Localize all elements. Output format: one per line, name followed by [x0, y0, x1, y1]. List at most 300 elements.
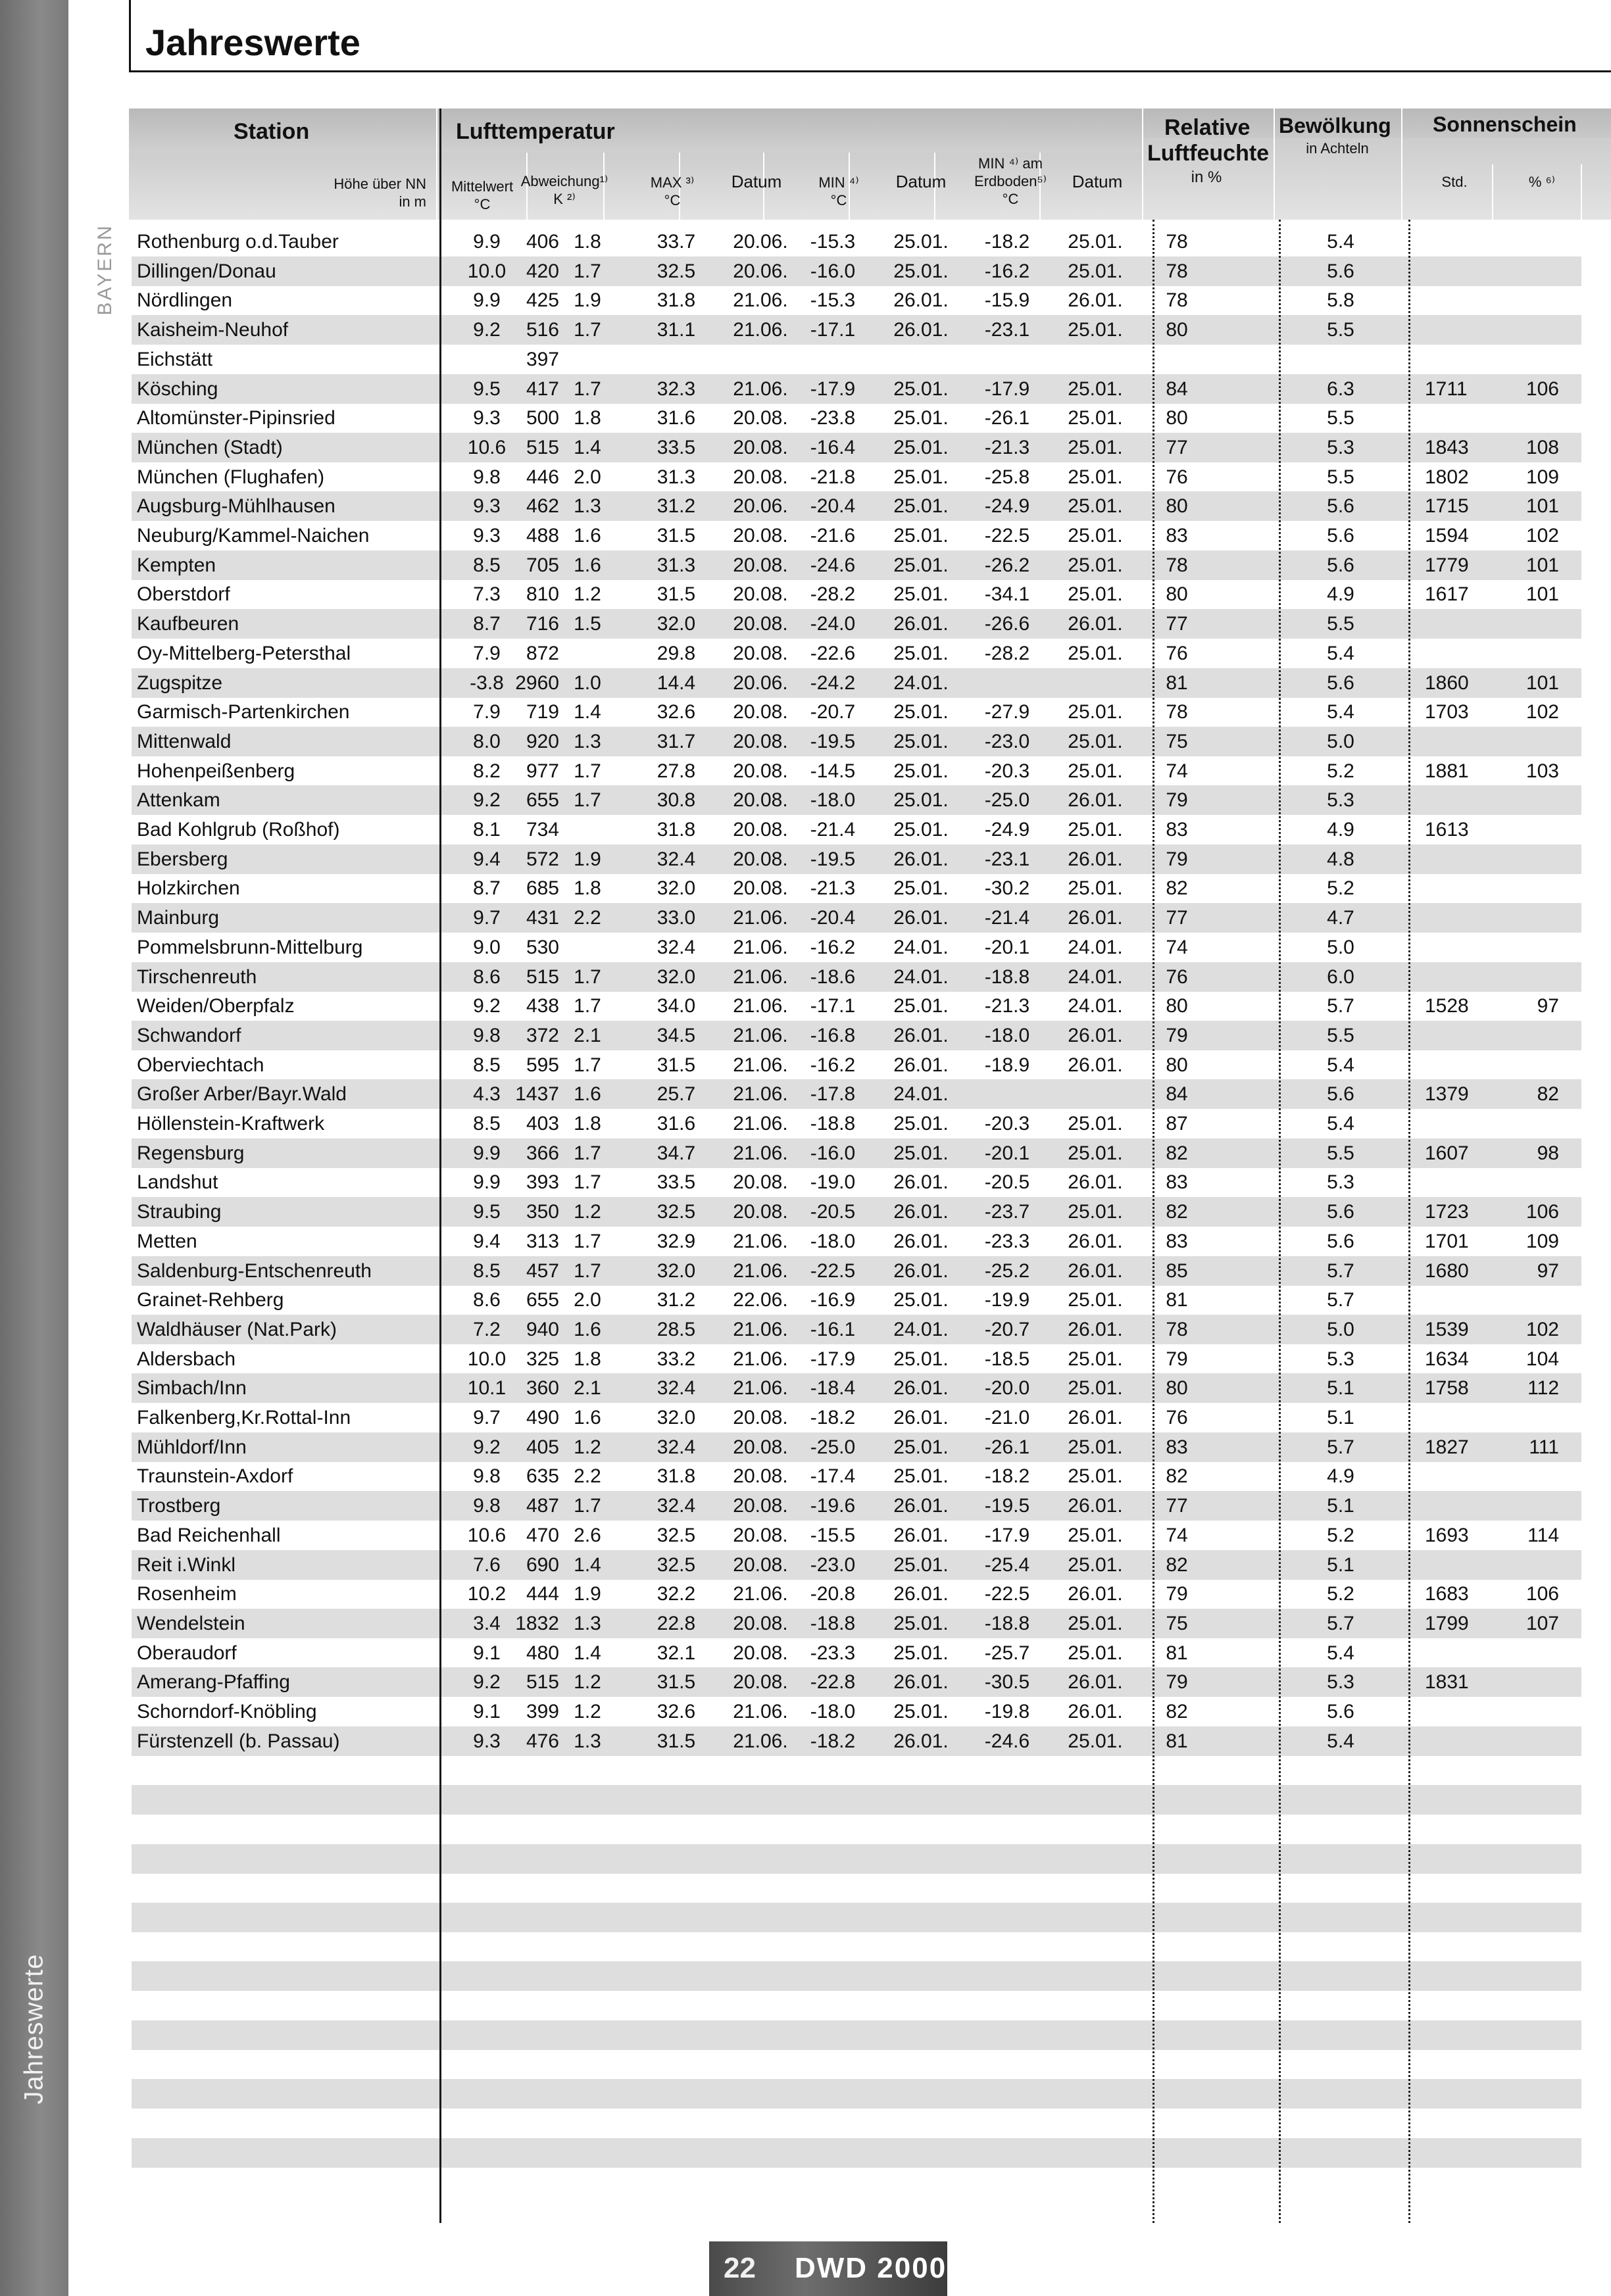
- cell-bewoelkung: 6.3: [1327, 378, 1354, 400]
- cell-feuchte: 76: [1166, 1407, 1188, 1429]
- cell-min: -24.6: [810, 554, 856, 576]
- cell-minerd-datum: 25.01.: [1068, 1612, 1123, 1634]
- cell-min-erdboden: -19.9: [984, 1289, 1030, 1311]
- cell-sonnenschein-prozent: [1513, 1021, 1559, 1050]
- cell-sonnenschein-prozent: [1513, 1667, 1559, 1697]
- cell-sonnenschein-std: 1881: [1425, 760, 1469, 782]
- cell-max-datum: 20.08.: [733, 525, 788, 547]
- table-row: [132, 1432, 1581, 1462]
- cell-abweichung: 1.5: [574, 613, 601, 635]
- cell-min-datum: 25.01.: [893, 1436, 949, 1458]
- cell-min-datum: 24.01.: [893, 1318, 949, 1340]
- cell-min-erdboden: -26.1: [984, 1436, 1030, 1458]
- cell-max: 32.5: [657, 1553, 696, 1576]
- cell-station-name: Nördlingen: [137, 289, 233, 312]
- cell-bewoelkung: 4.7: [1327, 907, 1354, 929]
- cell-station-name: Metten: [137, 1230, 197, 1252]
- cell-sonnenschein-prozent: [1513, 1638, 1559, 1668]
- header-station: Station: [234, 119, 310, 144]
- cell-min-erdboden: -18.5: [984, 1348, 1030, 1370]
- cell-bewoelkung: 5.6: [1327, 495, 1354, 518]
- table-row: [132, 374, 1581, 404]
- cell-station-name: Straubing: [137, 1201, 222, 1223]
- cell-max-datum: 21.06.: [733, 1113, 788, 1135]
- cell-feuchte: 83: [1166, 1230, 1188, 1252]
- cell-mittelwert: 8.6: [473, 965, 501, 988]
- cell-sonnenschein-prozent: [1513, 844, 1559, 874]
- cell-mittelwert: 4.3: [473, 1083, 501, 1106]
- cell-bewoelkung: 5.0: [1327, 1318, 1354, 1340]
- cell-min-erdboden: -18.9: [984, 1054, 1030, 1076]
- cell-max: 28.5: [657, 1318, 696, 1340]
- cell-station-name: Zugspitze: [137, 672, 223, 694]
- cell-min-erdboden: -23.7: [984, 1201, 1030, 1223]
- cell-station-name: Garmisch-Partenkirchen: [137, 701, 350, 723]
- cell-bewoelkung: 5.5: [1327, 319, 1354, 341]
- cell-min: -20.7: [810, 701, 856, 723]
- empty-row: [132, 1815, 1581, 1844]
- cell-abweichung: 1.7: [574, 1142, 601, 1164]
- cell-abweichung: 1.8: [574, 1348, 601, 1370]
- cell-hoehe: 438: [526, 995, 559, 1017]
- cell-mittelwert: 10.0: [467, 1348, 507, 1370]
- cell-max-datum: 21.06.: [733, 319, 788, 341]
- cell-hoehe: 457: [526, 1259, 559, 1282]
- cell-feuchte: 83: [1166, 525, 1188, 547]
- cell-feuchte: 79: [1166, 848, 1188, 870]
- cell-max: 31.1: [657, 319, 696, 341]
- cell-sonnenschein-prozent: 104: [1525, 1348, 1559, 1370]
- cell-min-erdboden: -26.6: [984, 613, 1030, 635]
- cell-max-datum: 20.08.: [733, 848, 788, 870]
- cell-feuchte: 79: [1166, 1671, 1188, 1694]
- cell-feuchte: 80: [1166, 319, 1188, 341]
- cell-max: 31.5: [657, 525, 696, 547]
- table-row: [132, 933, 1581, 962]
- cell-minerd-datum: 26.01.: [1068, 848, 1123, 870]
- cell-max-datum: 20.06.: [733, 231, 788, 253]
- cell-station-name: Weiden/Oberpfalz: [137, 995, 295, 1017]
- table-row: [132, 521, 1581, 550]
- cell-minerd-datum: 26.01.: [1068, 1230, 1123, 1252]
- cell-hoehe: 1832: [515, 1612, 559, 1634]
- cell-bewoelkung: 5.6: [1327, 1083, 1354, 1106]
- cell-station-name: Bad Reichenhall: [137, 1524, 281, 1546]
- empty-row: [132, 2020, 1581, 2050]
- cell-max-datum: 20.08.: [733, 1436, 788, 1458]
- cell-min: -15.3: [810, 289, 856, 312]
- cell-mittelwert: 9.0: [473, 936, 501, 958]
- cell-max-datum: 20.08.: [733, 583, 788, 606]
- cell-max-datum: 20.08.: [733, 1671, 788, 1694]
- cell-station-name: Regensburg: [137, 1142, 245, 1164]
- cell-min: -20.8: [810, 1583, 856, 1605]
- empty-row: [132, 1961, 1581, 1991]
- cell-minerd-datum: 26.01.: [1068, 789, 1123, 812]
- cell-station-name: Mainburg: [137, 907, 220, 929]
- cell-sonnenschein-prozent: [1513, 903, 1559, 933]
- table-row: [132, 1344, 1581, 1374]
- cell-min: -17.8: [810, 1083, 856, 1106]
- cell-hoehe: 920: [526, 730, 559, 752]
- cell-bewoelkung: 5.4: [1327, 1642, 1354, 1664]
- cell-station-name: Holzkirchen: [137, 877, 240, 900]
- cell-max-datum: 21.06.: [733, 1083, 788, 1106]
- cell-minerd-datum: 25.01.: [1068, 260, 1123, 282]
- cell-min: -20.5: [810, 1201, 856, 1223]
- cell-min-erdboden: -25.8: [984, 466, 1030, 488]
- cell-minerd-datum: 26.01.: [1068, 907, 1123, 929]
- cell-min-datum: 25.01.: [893, 1612, 949, 1634]
- cell-station-name: München (Flughafen): [137, 466, 325, 488]
- cell-feuchte: 87: [1166, 1113, 1188, 1135]
- cell-feuchte: 85: [1166, 1259, 1188, 1282]
- cell-min: -15.3: [810, 231, 856, 253]
- cell-min: -18.8: [810, 1612, 856, 1634]
- cell-mittelwert: 8.7: [473, 877, 501, 900]
- cell-max: 31.6: [657, 1113, 696, 1135]
- cell-hoehe: 515: [526, 1671, 559, 1694]
- header-bewoelkung: Bewölkung: [1279, 114, 1391, 137]
- cell-hoehe: 372: [526, 1024, 559, 1046]
- cell-min-erdboden: -23.1: [984, 848, 1030, 870]
- cell-station-name: Kaufbeuren: [137, 613, 239, 635]
- cell-bewoelkung: 5.6: [1327, 1201, 1354, 1223]
- cell-max: 31.8: [657, 1465, 696, 1488]
- cell-minerd-datum: 26.01.: [1068, 1024, 1123, 1046]
- cell-abweichung: 1.7: [574, 378, 601, 400]
- cell-abweichung: 1.8: [574, 1113, 601, 1135]
- cell-bewoelkung: 5.1: [1327, 1495, 1354, 1517]
- cell-min-datum: 24.01.: [893, 936, 949, 958]
- cell-hoehe: 500: [526, 407, 559, 429]
- cell-bewoelkung: 5.2: [1327, 877, 1354, 900]
- cell-sonnenschein-prozent: 108: [1525, 436, 1559, 458]
- cell-max-datum: 21.06.: [733, 1142, 788, 1164]
- cell-min: -21.3: [810, 877, 856, 900]
- cell-abweichung: 1.4: [574, 1553, 601, 1576]
- cell-min-datum: 24.01.: [893, 965, 949, 988]
- cell-max-datum: 21.06.: [733, 1054, 788, 1076]
- cell-feuchte: 75: [1166, 1612, 1188, 1634]
- table-row: [132, 1167, 1581, 1197]
- cell-station-name: Landshut: [137, 1171, 218, 1194]
- cell-min: -14.5: [810, 760, 856, 782]
- cell-max-datum: 20.08.: [733, 1407, 788, 1429]
- cell-hoehe: 705: [526, 554, 559, 576]
- table-row: [132, 991, 1581, 1021]
- cell-sonnenschein-prozent: [1513, 639, 1559, 668]
- cell-max: 32.1: [657, 1642, 696, 1664]
- cell-hoehe: 366: [526, 1142, 559, 1164]
- cell-abweichung: 1.6: [574, 1318, 601, 1340]
- cell-abweichung: 1.6: [574, 1407, 601, 1429]
- cell-max: 31.5: [657, 583, 696, 606]
- cell-min: -18.0: [810, 1701, 856, 1722]
- cell-hoehe: 417: [526, 378, 559, 400]
- cell-minerd-datum: 25.01.: [1068, 877, 1123, 900]
- cell-sonnenschein-prozent: [1513, 315, 1559, 345]
- cell-abweichung: 1.6: [574, 525, 601, 547]
- cell-max: 32.0: [657, 613, 696, 635]
- cell-min: -17.4: [810, 1465, 856, 1488]
- cell-abweichung: 1.4: [574, 436, 601, 458]
- cell-minerd-datum: 25.01.: [1068, 1436, 1123, 1458]
- cell-min-datum: 25.01.: [893, 995, 949, 1017]
- cell-max-datum: 21.06.: [733, 1348, 788, 1370]
- cell-hoehe: 480: [526, 1642, 559, 1664]
- cell-max: 32.4: [657, 1495, 696, 1517]
- cell-mittelwert: 9.3: [473, 525, 501, 547]
- table-row: [132, 1638, 1581, 1668]
- empty-row: [132, 1873, 1581, 1903]
- cell-max-datum: 20.08.: [733, 701, 788, 723]
- cell-max: 32.9: [657, 1230, 696, 1252]
- cell-minerd-datum: 25.01.: [1068, 436, 1123, 458]
- cell-minerd-datum: 25.01.: [1068, 1642, 1123, 1664]
- header-max-datum: Datum: [731, 172, 782, 191]
- cell-minerd-datum: 25.01.: [1068, 1113, 1123, 1135]
- cell-hoehe: 635: [526, 1465, 559, 1488]
- cell-sonnenschein-std: 1802: [1425, 466, 1469, 488]
- cell-hoehe: 690: [526, 1553, 559, 1576]
- cell-abweichung: 2.6: [574, 1524, 601, 1546]
- cell-mittelwert: 10.0: [467, 260, 507, 282]
- cell-sonnenschein-prozent: [1513, 345, 1559, 374]
- cell-min: -16.1: [810, 1318, 856, 1340]
- header-std: Std.: [1441, 174, 1468, 190]
- cell-max-datum: 20.08.: [733, 819, 788, 841]
- cell-max: 34.7: [657, 1142, 696, 1164]
- header-bewoelkung-unit: in Achteln: [1306, 140, 1369, 157]
- cell-max: 31.3: [657, 466, 696, 488]
- cell-max-datum: 21.06.: [733, 1377, 788, 1400]
- cell-station-name: Rothenburg o.d.Tauber: [137, 231, 339, 253]
- cell-mittelwert: 9.4: [473, 848, 501, 870]
- cell-min-datum: 25.01.: [893, 407, 949, 429]
- cell-abweichung: 1.7: [574, 1054, 601, 1076]
- table-row: [132, 256, 1581, 286]
- cell-sonnenschein-prozent: [1513, 933, 1559, 962]
- header-relative-unit: in %: [1191, 168, 1222, 186]
- cell-max: 31.5: [657, 1730, 696, 1752]
- cell-max-datum: 20.08.: [733, 1171, 788, 1194]
- cell-max-datum: 21.06.: [733, 289, 788, 312]
- cell-minerd-datum: 25.01.: [1068, 1730, 1123, 1752]
- cell-min: -18.4: [810, 1377, 856, 1400]
- cell-bewoelkung: 5.2: [1327, 760, 1354, 782]
- cell-min: -22.8: [810, 1671, 856, 1694]
- cell-bewoelkung: 5.6: [1327, 525, 1354, 547]
- cell-max: 31.2: [657, 495, 696, 518]
- cell-min: -16.0: [810, 260, 856, 282]
- cell-hoehe: 399: [526, 1701, 559, 1722]
- cell-mittelwert: 9.2: [473, 789, 501, 812]
- cell-minerd-datum: 24.01.: [1068, 936, 1123, 958]
- cell-min-datum: 25.01.: [893, 877, 949, 900]
- cell-min-erdboden: -22.5: [984, 525, 1030, 547]
- table-row: [132, 1726, 1581, 1756]
- cell-min-datum: 26.01.: [893, 1495, 949, 1517]
- cell-max: 32.6: [657, 1701, 696, 1722]
- cell-min-datum: 25.01.: [893, 436, 949, 458]
- footer-badge: [709, 2241, 947, 2296]
- cell-min-erdboden: -21.3: [984, 995, 1030, 1017]
- cell-minerd-datum: 25.01.: [1068, 819, 1123, 841]
- cell-min-datum: 26.01.: [893, 1407, 949, 1429]
- cell-feuchte: 79: [1166, 1024, 1188, 1046]
- cell-min-datum: 25.01.: [893, 1642, 949, 1664]
- cell-station-name: Bad Kohlgrub (Roßhof): [137, 819, 340, 841]
- cell-max: 32.0: [657, 877, 696, 900]
- cell-feuchte: 82: [1166, 1465, 1188, 1488]
- cell-abweichung: 1.7: [574, 760, 601, 782]
- cell-min: -18.2: [810, 1407, 856, 1429]
- cell-max: 31.5: [657, 1054, 696, 1076]
- cell-min-datum: 25.01.: [893, 1142, 949, 1164]
- cell-hoehe: 431: [526, 907, 559, 929]
- cell-bewoelkung: 6.0: [1327, 965, 1354, 988]
- cell-feuchte: 84: [1166, 378, 1188, 400]
- column-rule-feuchte: [1279, 220, 1281, 2223]
- cell-max-datum: 20.08.: [733, 1201, 788, 1223]
- cell-max: 32.0: [657, 965, 696, 988]
- cell-bewoelkung: 5.4: [1327, 701, 1354, 723]
- cell-max: 32.2: [657, 1583, 696, 1605]
- cell-sonnenschein-std: 1379: [1425, 1083, 1469, 1106]
- cell-station-name: Fürstenzell (b. Passau): [137, 1730, 340, 1752]
- table-row: [132, 1373, 1581, 1403]
- cell-hoehe: 405: [526, 1436, 559, 1458]
- cell-sonnenschein-prozent: [1513, 285, 1559, 315]
- cell-mittelwert: 10.6: [467, 1524, 507, 1546]
- cell-mittelwert: 9.9: [473, 1171, 501, 1194]
- cell-min: -19.5: [810, 848, 856, 870]
- cell-minerd-datum: 24.01.: [1068, 965, 1123, 988]
- empty-row: [132, 1785, 1581, 1815]
- cell-max: 31.7: [657, 730, 696, 752]
- cell-max-datum: 20.08.: [733, 1524, 788, 1546]
- cell-max-datum: 20.08.: [733, 436, 788, 458]
- cell-min-datum: 26.01.: [893, 1171, 949, 1194]
- cell-min: -24.2: [810, 672, 856, 694]
- cell-min: -17.9: [810, 1348, 856, 1370]
- cell-mittelwert: 9.2: [473, 1671, 501, 1694]
- cell-abweichung: 2.2: [574, 907, 601, 929]
- table-row: [132, 462, 1581, 492]
- cell-feuchte: 80: [1166, 583, 1188, 606]
- cell-station-name: Dillingen/Donau: [137, 260, 276, 282]
- cell-feuchte: 79: [1166, 1583, 1188, 1605]
- cell-min-erdboden: -20.3: [984, 760, 1030, 782]
- cell-station-name: Oberaudorf: [137, 1642, 237, 1664]
- cell-min: -24.0: [810, 613, 856, 635]
- cell-hoehe: 397: [526, 348, 559, 370]
- cell-min: -16.2: [810, 1054, 856, 1076]
- cell-bewoelkung: 5.3: [1327, 789, 1354, 812]
- table-row: [132, 491, 1581, 521]
- cell-min-datum: 25.01.: [893, 583, 949, 606]
- cell-sonnenschein-prozent: [1513, 256, 1559, 286]
- cell-mittelwert: 10.6: [467, 436, 507, 458]
- empty-row: [132, 2138, 1581, 2168]
- cell-min-datum: 25.01.: [893, 554, 949, 576]
- table-row: [132, 1227, 1581, 1256]
- cell-min-datum: 26.01.: [893, 1377, 949, 1400]
- empty-row: [132, 2049, 1581, 2079]
- cell-mittelwert: 7.6: [473, 1553, 501, 1576]
- cell-max-datum: 20.08.: [733, 466, 788, 488]
- cell-abweichung: 1.6: [574, 554, 601, 576]
- cell-station-name: Eichstätt: [137, 348, 213, 370]
- cell-sonnenschein-prozent: [1513, 1285, 1559, 1315]
- cell-feuchte: 81: [1166, 1730, 1188, 1752]
- cell-max: 32.0: [657, 1259, 696, 1282]
- cell-sonnenschein-prozent: 109: [1525, 1230, 1559, 1252]
- cell-max: 22.8: [657, 1612, 696, 1634]
- empty-row: [132, 1903, 1581, 1932]
- cell-sonnenschein-prozent: 112: [1527, 1377, 1559, 1400]
- cell-sonnenschein-std: 1539: [1425, 1318, 1469, 1340]
- cell-minerd-datum: 26.01.: [1068, 289, 1123, 312]
- cell-minerd-datum: 25.01.: [1068, 760, 1123, 782]
- cell-bewoelkung: 5.4: [1327, 642, 1354, 664]
- cell-sonnenschein-prozent: 109: [1525, 466, 1559, 488]
- cell-minerd-datum: 25.01.: [1068, 319, 1123, 341]
- cell-max: 34.0: [657, 995, 696, 1017]
- cell-min-erdboden: -19.8: [984, 1701, 1030, 1722]
- cell-station-name: Mittenwald: [137, 730, 232, 752]
- cell-mittelwert: 10.2: [467, 1583, 507, 1605]
- cell-bewoelkung: 5.2: [1327, 1583, 1354, 1605]
- cell-bewoelkung: 5.3: [1327, 1671, 1354, 1694]
- cell-bewoelkung: 4.9: [1327, 583, 1354, 606]
- cell-min: -22.5: [810, 1259, 856, 1282]
- cell-minerd-datum: 24.01.: [1068, 995, 1123, 1017]
- cell-sonnenschein-std: 1711: [1425, 378, 1468, 400]
- cell-minerd-datum: 25.01.: [1068, 407, 1123, 429]
- cell-mittelwert: 9.5: [473, 378, 501, 400]
- cell-max-datum: 21.06.: [733, 1730, 788, 1752]
- cell-max-datum: 21.06.: [733, 1583, 788, 1605]
- cell-abweichung: 1.3: [574, 1612, 601, 1634]
- cell-abweichung: 1.2: [574, 1701, 601, 1722]
- cell-hoehe: 530: [526, 936, 559, 958]
- header-abweichung: Abweichung¹⁾ K ²⁾: [520, 173, 608, 207]
- cell-abweichung: 1.4: [574, 1642, 601, 1664]
- cell-station-name: Augsburg-Mühlhausen: [137, 495, 335, 518]
- cell-max: 32.5: [657, 1524, 696, 1546]
- cell-sonnenschein-prozent: 82: [1537, 1083, 1559, 1106]
- cell-min-datum: 26.01.: [893, 907, 949, 929]
- cell-min: -18.2: [810, 1730, 856, 1752]
- cell-sonnenschein-std: 1693: [1425, 1524, 1469, 1546]
- cell-max-datum: 20.08.: [733, 789, 788, 812]
- cell-sonnenschein-prozent: 98: [1537, 1142, 1559, 1164]
- cell-station-name: Simbach/Inn: [137, 1377, 247, 1400]
- cell-abweichung: 2.2: [574, 1465, 601, 1488]
- cell-mittelwert: 9.2: [473, 995, 501, 1017]
- cell-mittelwert: 10.1: [467, 1377, 507, 1400]
- cell-max: 32.5: [657, 260, 696, 282]
- cell-min-datum: 25.01.: [893, 231, 949, 253]
- table-row: [132, 1315, 1581, 1344]
- cell-station-name: Reit i.Winkl: [137, 1553, 236, 1576]
- cell-sonnenschein-prozent: [1513, 1109, 1559, 1138]
- cell-feuchte: 78: [1166, 260, 1188, 282]
- cell-max: 14.4: [657, 672, 696, 694]
- side-strip: [0, 0, 68, 2296]
